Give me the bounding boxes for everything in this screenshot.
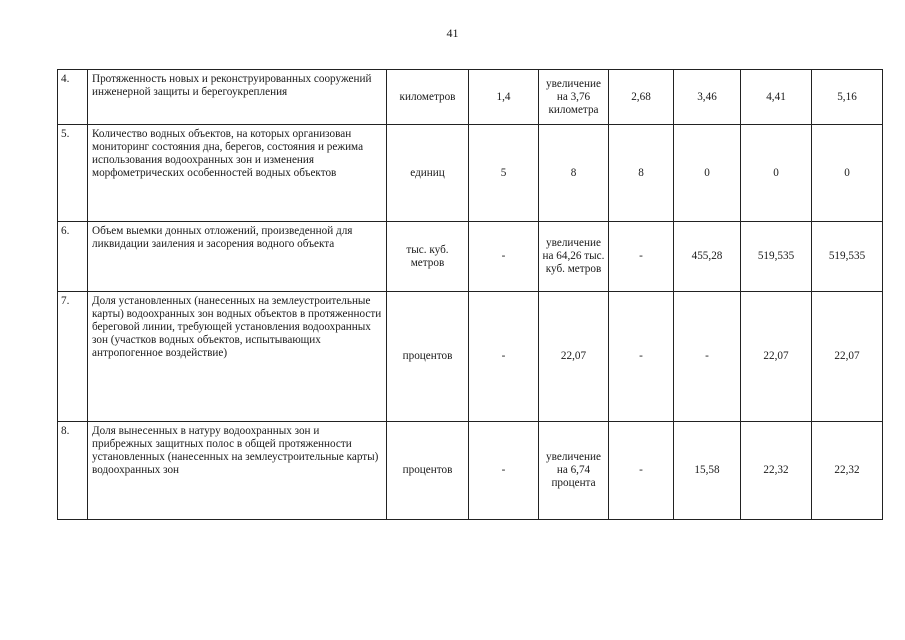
value-cell: 0 xyxy=(674,125,741,222)
value-cell: 22,07 xyxy=(741,292,812,422)
row-number: 8. xyxy=(58,422,88,520)
indicator-name: Доля вынесенных в натуру водоохранных зон и прибрежных защитных полос в общей протяженности установленных (нанесенных на землеустроительные карты) водоохранных зон xyxy=(88,422,387,520)
row-number: 7. xyxy=(58,292,88,422)
value-cell: - xyxy=(609,292,674,422)
table-row xyxy=(58,422,883,520)
value-cell: 519,535 xyxy=(741,222,812,292)
row-number: 6. xyxy=(58,222,88,292)
row-number: 4. xyxy=(58,70,88,125)
value-cell: 8 xyxy=(539,125,609,222)
indicator-name: Протяженность новых и реконструированных сооружений инженерной защиты и берегоукрепления xyxy=(88,70,387,125)
indicator-name: Доля установленных (нанесенных на землеустроительные карты) водоохранных зон водных объектов в протяженности береговой линии, требующей установления водоохранных зон (участков водных объектов, испытывающих антропогенное воздействие) xyxy=(88,292,387,422)
value-cell: 22,32 xyxy=(812,422,883,520)
table-row xyxy=(58,70,883,125)
table-row xyxy=(58,125,883,222)
value-cell: 5,16 xyxy=(812,70,883,125)
table-body xyxy=(58,70,883,520)
value-cell: 1,4 xyxy=(469,70,539,125)
value-cell: - xyxy=(469,222,539,292)
value-cell: 455,28 xyxy=(674,222,741,292)
row-number: 5. xyxy=(58,125,88,222)
unit-cell: единиц xyxy=(387,125,469,222)
value-cell: 3,46 xyxy=(674,70,741,125)
value-cell: 0 xyxy=(812,125,883,222)
value-cell: 15,58 xyxy=(674,422,741,520)
value-cell: 22,07 xyxy=(539,292,609,422)
unit-cell: тыс. куб. метров xyxy=(387,222,469,292)
value-cell: - xyxy=(674,292,741,422)
value-cell: увеличение на 6,74 процента xyxy=(539,422,609,520)
table-row xyxy=(58,222,883,292)
value-cell: увеличение на 3,76 километра xyxy=(539,70,609,125)
table-row xyxy=(58,292,883,422)
value-cell: 0 xyxy=(741,125,812,222)
value-cell: 22,32 xyxy=(741,422,812,520)
value-cell: - xyxy=(469,292,539,422)
indicator-name: Объем выемки донных отложений, произведенной для ликвидации заиления и засорения водного объекта xyxy=(88,222,387,292)
value-cell: 4,41 xyxy=(741,70,812,125)
value-cell: увеличение на 64,26 тыс. куб. метров xyxy=(539,222,609,292)
page-number: 41 xyxy=(446,26,459,40)
value-cell: 5 xyxy=(469,125,539,222)
unit-cell: процентов xyxy=(387,422,469,520)
value-cell: 8 xyxy=(609,125,674,222)
value-cell: - xyxy=(609,222,674,292)
value-cell: 519,535 xyxy=(812,222,883,292)
unit-cell: процентов xyxy=(387,292,469,422)
unit-cell: километров xyxy=(387,70,469,125)
value-cell: 22,07 xyxy=(812,292,883,422)
value-cell: 2,68 xyxy=(609,70,674,125)
value-cell: - xyxy=(469,422,539,520)
value-cell: - xyxy=(609,422,674,520)
indicators-table xyxy=(57,69,883,520)
indicator-name: Количество водных объектов, на которых организован мониторинг состояния дна, берегов, состояния и режима использования водоохранных зон и изменения морфометрических особенностей водных объектов xyxy=(88,125,387,222)
